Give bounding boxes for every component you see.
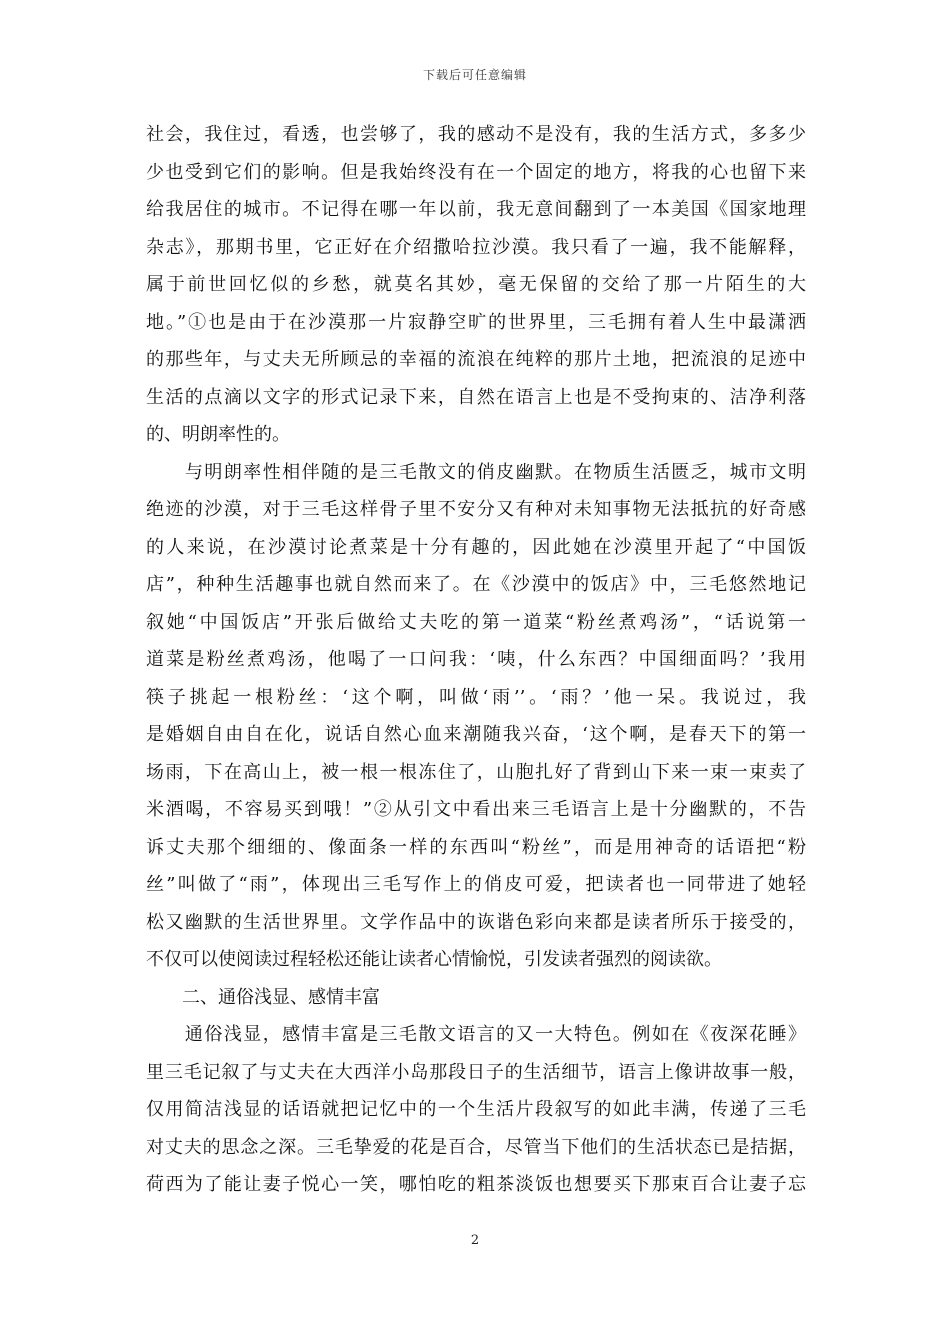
text-line: 场雨，下在高山上，被一根一根冻住了，山胞扎好了背到山下来一束一束卖了 [146,761,806,783]
page-header: 下载后可任意编辑 [422,68,527,82]
text-line: 里三毛记叙了与丈夫在大西洋小岛那段日子的生活细节，语言上像讲故事一般， [146,1061,806,1083]
text-line: 给我居住的城市。不记得在哪一年以前，我无意间翻到了一本美国《国家地理 [146,199,806,220]
text-line: 生活的点滴以文字的形式记录下来，自然在语言上也是不受拘束的、洁净利落 [146,386,806,408]
text-line: 地。”①也是由于在沙漠那一片寂静空旷的世界里，三毛拥有着人生中最潇洒 [146,311,806,333]
text-line: 的人来说，在沙漠讨论煮菜是十分有趣的，因此她在沙漠里开起了“中国饭 [146,536,806,558]
text-line: 社会，我住过，看透，也尝够了，我的感动不是没有，我的生活方式，多多少 [146,124,806,145]
document-body [146,116,806,1204]
text-line: 道菜是粉丝煮鸡汤，他喝了一口问我：‘咦，什么东西？中国细面吗？’我用 [146,649,806,670]
text-line: 的那些年，与丈夫无所顾忌的幸福的流浪在纯粹的那片土地，把流浪的足迹中 [146,349,806,370]
text-line: 不仅可以使阅读过程轻松还能让读者心情愉悦，引发读者强烈的阅读欲。 [146,949,722,970]
text-line: 松又幽默的生活世界里。文学作品中的诙谐色彩向来都是读者所乐于接受的， [146,911,806,933]
text-line: 荷西为了能让妻子悦心一笑，哪怕吃的粗茶淡饭也想要买下那束百合让妻子忘 [146,1174,806,1195]
text-line: 与明朗率性相伴随的是三毛散文的俏皮幽默。在物质生活匮乏，城市文明 [146,461,806,483]
text-line: 通俗浅显，感情丰富是三毛散文语言的又一大特色。例如在《夜深花睡》 [146,1024,806,1045]
text-line: 属于前世回忆似的乡愁，就莫名其妙，毫无保留的交给了那一片陌生的大 [146,274,806,295]
text-line: 米酒喝，不容易买到哦！”②从引文中看出来三毛语言上是十分幽默的，不告 [146,799,806,820]
text-line: 丝”叫做了“雨”，体现出三毛写作上的俏皮可爱，把读者也一同带进了她轻 [146,874,806,895]
text-line: 二、通俗浅显、感情丰富 [146,986,380,1008]
text-line: 诉丈夫那个细细的、像面条一样的东西叫“粉丝”，而是用神奇的话语把“粉 [146,836,806,858]
page-number: 2 [470,1233,480,1248]
text-line: 店”，种种生活趣事也就自然而来了。在《沙漠中的饭店》中，三毛悠然地记 [146,574,806,595]
text-line: 杂志》，那期书里，它正好在介绍撒哈拉沙漠。我只看了一遍，我不能解释， [146,236,806,258]
text-line: 的、明朗率性的。 [146,424,290,445]
text-line: 绝迹的沙漠，对于三毛这样骨子里不安分又有种对未知事物无法抵抗的好奇感 [146,499,806,520]
text-line: 筷子挑起一根粉丝：‘这个啊，叫做‘雨’’。‘雨？’他一呆。我说过，我 [146,686,806,708]
text-line: 是婚姻自由自在化，说话自然心血来潮随我兴奋，‘这个啊，是春天下的第一 [146,724,806,745]
text-line: 少也受到它们的影响。但是我始终没有在一个固定的地方，将我的心也留下来 [146,161,806,183]
text-line: 仅用简洁浅显的话语就把记忆中的一个生活片段叙写的如此丰满，传递了三毛 [146,1099,806,1120]
text-line: 叙她“中国饭店”开张后做给丈夫吃的第一道菜“粉丝煮鸡汤”，“话说第一 [146,611,806,633]
text-line: 对丈夫的思念之深。三毛挚爱的花是百合，尽管当下他们的生活状态已是拮据， [146,1136,806,1158]
